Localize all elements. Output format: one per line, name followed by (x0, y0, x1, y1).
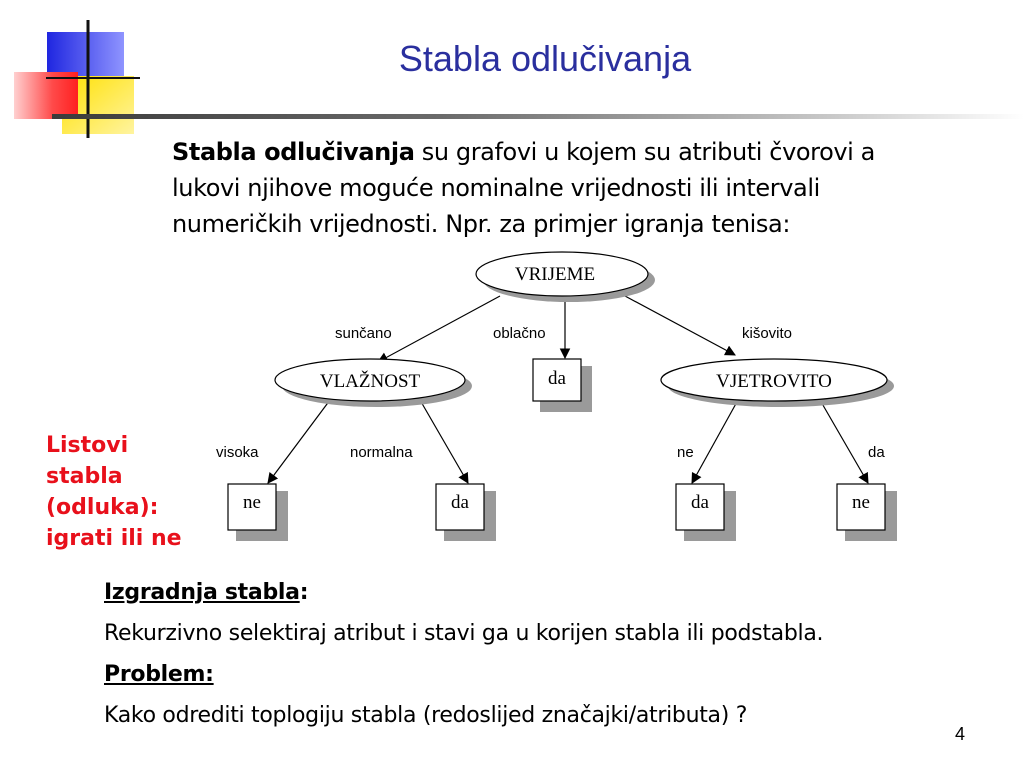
edge-right-right (820, 400, 868, 483)
decision-tree-diagram (200, 240, 920, 550)
edge-label-oblacno: oblačno (493, 325, 546, 342)
page-number: 4 (955, 724, 966, 744)
body-text (104, 572, 1004, 736)
edge-right-left (692, 400, 738, 483)
edge-left-right (420, 400, 468, 483)
intro-line-1 (172, 134, 952, 170)
edge-root-left (378, 296, 500, 362)
construction-colon: : (299, 580, 309, 605)
edge-root-right (625, 296, 735, 355)
leaf-vjetrovito-da (837, 484, 897, 541)
edge-label-kisovito: kišovito (742, 325, 793, 342)
intro-line-3: numeričkih vrijednosti. Npr. za primjer igranja tenisa: (172, 210, 791, 238)
construction-heading: Izgradnja stabla (104, 580, 300, 605)
leaf-vjetrovito-ne (676, 484, 736, 541)
intro-bold-term: Stabla odlučivanja (172, 138, 415, 166)
leaves-note (46, 430, 196, 554)
slide-title: Stabla odlučivanja (398, 38, 692, 79)
node-vjetrovito (661, 359, 894, 407)
leaf-normalna (436, 484, 496, 541)
problem-heading: Problem: (104, 662, 214, 687)
leaf-visoka (228, 484, 288, 541)
slide-logo (0, 0, 140, 140)
intro-line-2: lukovi njihove moguće nominalne vrijednosti ili intervali (172, 174, 820, 202)
leaf-vjetrovito-da-label: ne (852, 492, 870, 513)
edge-label-visoka: visoka (216, 444, 259, 461)
edge-label-da: da (868, 444, 885, 461)
edge-left-left (268, 400, 330, 483)
leaf-vjetrovito-ne-label: da (691, 492, 709, 513)
construction-heading-line (104, 572, 1004, 613)
node-root-label: VRIJEME (514, 264, 596, 285)
edge-label-suncano: sunčano (335, 325, 392, 342)
problem-heading-line (104, 654, 1004, 695)
leaf-normalna-label: da (451, 492, 469, 513)
problem-text: Kako odrediti toplogiju stabla (redoslijed značajki/atributa) ? (104, 703, 748, 728)
leaf-middle (533, 359, 592, 412)
node-vlaznost (275, 359, 472, 407)
leaves-note-line-3: (odluka): (46, 495, 159, 520)
leaves-note-line-2: stabla (46, 464, 123, 489)
construction-text: Rekurzivno selektiraj atribut i stavi ga u korijen stabla ili podstabla. (104, 621, 824, 646)
leaves-note-line-1: Listovi (46, 433, 129, 458)
node-vlaznost-label: VLAŽNOST (319, 371, 421, 392)
edge-label-ne: ne (677, 444, 694, 461)
intro-paragraph (172, 134, 952, 242)
node-root (476, 252, 655, 302)
leaf-middle-label: da (548, 368, 566, 389)
node-vjetrovito-label: VJETROVITO (716, 371, 832, 392)
leaf-visoka-label: ne (243, 492, 261, 513)
leaves-note-line-4: igrati ili ne (46, 526, 182, 551)
edge-label-normalna: normalna (350, 444, 413, 461)
title-divider (52, 114, 1024, 119)
intro-line-1-rest: su grafovi u kojem su atributi čvorovi a (414, 138, 875, 166)
